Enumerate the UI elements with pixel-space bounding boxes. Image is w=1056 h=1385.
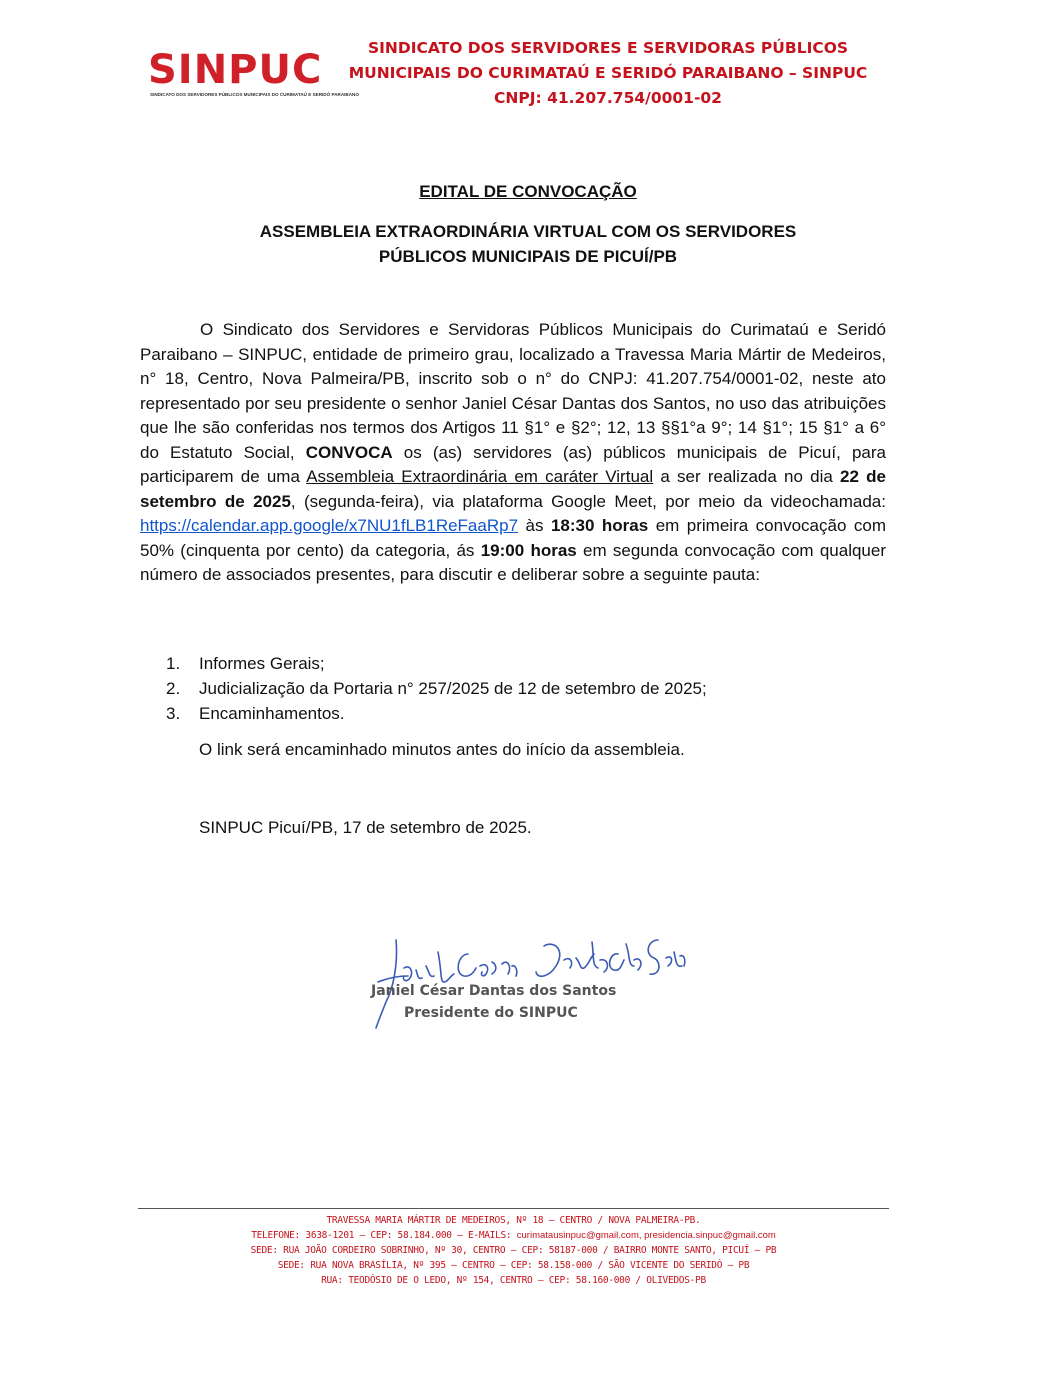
footer-emails[interactable]: curimatausinpuc@gmail.com, presidencia.sinpuc@gmail.com: [516, 1230, 776, 1241]
body-text-7: em segunda convocação com qualquer número de associados presentes, para discutir e deliberar sobre a seguinte pauta:: [140, 540, 887, 584]
body-text-6: em primeira convocação com 50% (cinquenta por cento) da categoria, ás: [140, 516, 886, 560]
agenda-list: [166, 651, 707, 726]
signatory-name: Janiel César Dantas dos Santos: [371, 983, 617, 999]
body-text-3: a ser realizada no dia: [653, 467, 841, 486]
agenda-item: [166, 701, 707, 726]
footer-address-sao-vicente: SEDE: RUA NOVA BRASÍLIA, Nº 395 – CENTRO – CEP: 58.158-000 / SÃO VICENTE DO SERIDÓ – PB: [277, 1260, 750, 1271]
convoca-keyword: CONVOCA: [305, 442, 393, 462]
convocation-paragraph: [140, 318, 886, 588]
subtitle-line2: PÚBLICOS MUNICIPAIS DE PICUÍ/PB: [378, 247, 678, 266]
agenda-item: [166, 676, 707, 701]
org-cnpj: CNPJ: 41.207.754/0001-02: [494, 89, 722, 107]
footer-address-olivedos: RUA: TEODÓSIO DE O LEDO, Nº 154, CENTRO – CEP: 58.160-000 / OLIVEDOS-PB: [321, 1275, 706, 1286]
agenda-number: 2.: [166, 679, 181, 698]
second-call-time: 19:00 horas: [480, 540, 577, 560]
organization-header: [348, 36, 868, 111]
footer-address-picui: SEDE: RUA JOÃO CORDEIRO SOBRINHO, Nº 30, CENTRO – CEP: 58187-000 / BAIRRO MONTE SANTO, PICUÍ – PB: [250, 1245, 777, 1256]
body-text-5: às: [518, 516, 551, 535]
subtitle-line1: ASSEMBLEIA EXTRAORDINÁRIA VIRTUAL COM OS SERVIDORES: [259, 222, 797, 241]
first-call-time: 18:30 horas: [550, 516, 649, 535]
logo-wordmark: SINPUC: [148, 47, 323, 93]
assembly-type: Assembleia Extraordinária em caráter Virtual: [306, 467, 654, 486]
agenda-number: 3.: [166, 704, 181, 723]
place-and-date: SINPUC Picuí/PB, 17 de setembro de 2025.: [199, 818, 532, 837]
link-notice: O link será encaminhado minutos antes do início da assembleia.: [199, 740, 685, 759]
agenda-item: [166, 651, 707, 676]
org-name-line2: MUNICIPAIS DO CURIMATAÚ E SERIDÓ PARAIBANO – SINPUC: [348, 64, 868, 82]
footer-divider: [138, 1208, 889, 1209]
agenda-text: Judicialização da Portaria n° 257/2025 de 12 de setembro de 2025;: [199, 679, 707, 698]
org-name-line1: SINDICATO DOS SERVIDORES E SERVIDORAS PÚBLICOS: [367, 39, 849, 57]
footer-phone-emails: [138, 1228, 889, 1243]
footer-address-main: TRAVESSA MARIA MÁRTIR DE MEDEIROS, Nº 18 – CENTRO / NOVA PALMEIRA-PB.: [326, 1215, 701, 1226]
logo-subtitle: SINDICATO DOS SERVIDORES PÚBLICOS MUNICIPAIS DO CURIMATAÚ E SERIDÓ PARAIBANO: [150, 92, 359, 97]
document-subtitle: [140, 219, 916, 269]
document-title: EDITAL DE CONVOCAÇÃO: [419, 182, 637, 201]
meeting-link[interactable]: https://calendar.app.google/x7NU1fLB1ReFaaRp7: [140, 516, 519, 535]
agenda-number: 1.: [166, 654, 181, 673]
body-text-4: , (segunda-feira), via plataforma Google Meet, por meio da videochamada:: [290, 491, 886, 511]
body-text-intro: O Sindicato dos Servidores e Servidoras Públicos Municipais do Curimataú e Seridó Paraibano – SINPUC, entidade de primeiro grau, localizado a Travessa Maria Mártir de Medeiros, n° 18, Centro, Nova Palmeira/PB, inscrito sob o n° do CNPJ: 41.207.754/0001-02, neste ato representado por seu presidente o senhor Janiel César Dantas dos Santos, no uso das atribuições que lhe são conferidas nos termos dos Artigos 11 §1° e §2°; 12, 13 §§1°a 9°; 14 §1°; 15 §1° a 6° do Estatuto Social,: [140, 320, 886, 462]
body-text-2: os (as) servidores (as) públicos municipais de Picuí, para participarem de uma: [140, 442, 886, 486]
signatory-role: Presidente do SINPUC: [404, 1005, 578, 1021]
footer-phone: TELEFONE: 3638-1201 – CEP: 58.184.000 – E-MAILS:: [251, 1230, 517, 1241]
sinpuc-logo: [148, 47, 359, 102]
agenda-text: Informes Gerais;: [199, 654, 325, 673]
assembly-date: 22 de setembro de 2025: [140, 467, 887, 511]
footer-contact: [138, 1213, 889, 1288]
agenda-text: Encaminhamentos.: [199, 704, 345, 723]
